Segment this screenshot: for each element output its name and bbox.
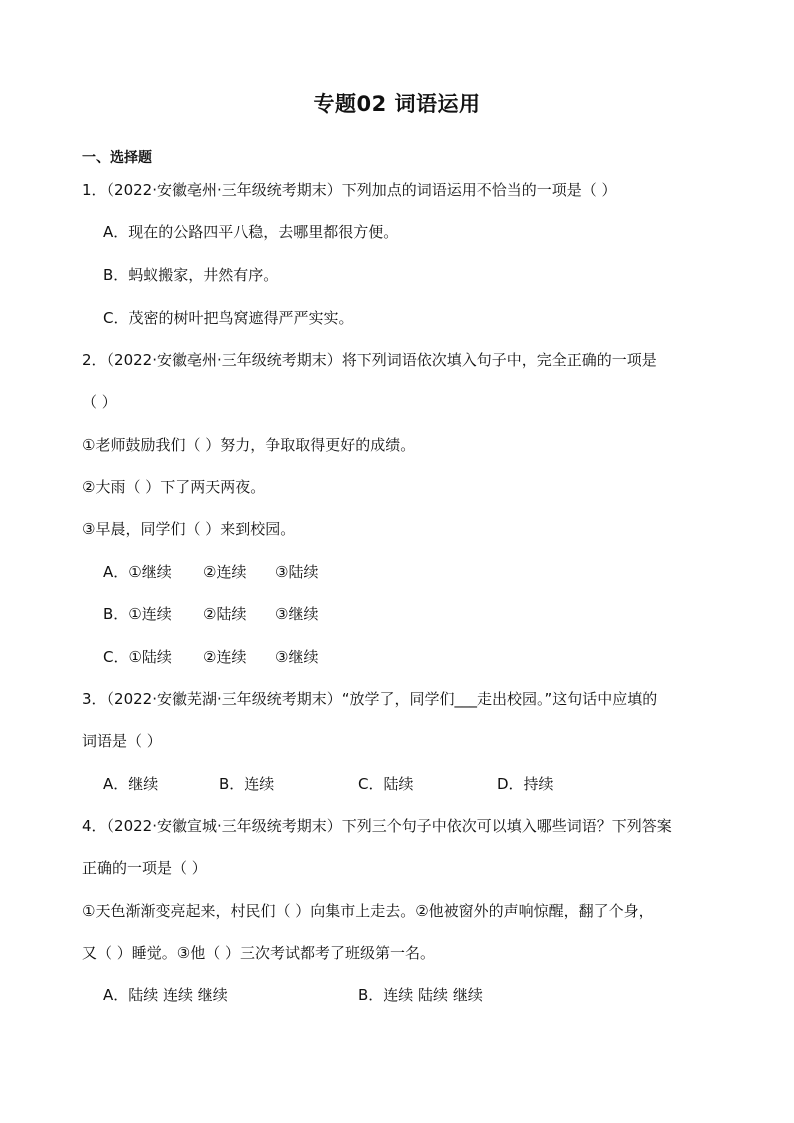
question-3-stem: 3．（2022·安徽芜湖·三年级统考期末）“放学了，同学们___走出校园。”这句话中应填的	[82, 690, 658, 708]
page-title: 专题02 词语运用	[313, 92, 481, 116]
question-4-sentences-cont: 又（ ）睡觉。③他（ ）三次考试都考了班级第一名。	[82, 944, 435, 962]
question-1-option-b: B．蚂蚁搬家，井然有序。	[103, 266, 279, 284]
document-page: 专题02 词语运用 一、选择题 1．（2022·安徽亳州·三年级统考期末）下列加点的词语运用不恰当的一项是（ ） A．现在的公路四平八稳，去哪里都很方便。 B．蚂蚁搬家，井然有序。 C．茂密的树叶把鸟窝遮得严严实实。 2．（2022·安徽亳州·三年级统考期末）将下列词语依次填入句子中，完全正确的一项是 （ ） ①老师鼓励我们（ ）努力，争取取得更好的成绩。 ②大雨（ ）下了两天两夜。 ③早晨，同学们（ ）来到校园。 A．①继续 ②连续 ③陆续 B．①连续 ②陆续 ③继续 C．①陆续 ②连续 ③继续 3．（2022·安徽芜湖·三年级统考期末）“放学了，同学们___走出校园。”这句话中应填的 词语是（ ） A．继续 B．连续 C．陆续 D．持续 4．（2022·安徽宣城·三年级统考期末）下列三个句子中依次可以填入哪些词语？下列答案 正确的一项是（ ） ①天色渐渐变亮起来，村民们（ ）向集市上走去。②他被窗外的声响惊醒，翻了个身， 又（ ）睡觉。③他（ ）三次考试都考了班级第一名。 A．陆续 连续 继续 B．连续 陆续 继续	[0, 0, 794, 1123]
question-4-stem: 4．（2022·安徽宣城·三年级统考期末）下列三个句子中依次可以填入哪些词语？下列答案	[82, 817, 672, 835]
section-heading: 一、选择题	[82, 150, 152, 166]
question-1-option-c: C．茂密的树叶把鸟窝遮得严严实实。	[103, 309, 354, 327]
question-3-stem-cont: 词语是（ ）	[82, 732, 162, 750]
question-4-stem-cont: 正确的一项是（ ）	[82, 859, 207, 877]
question-4-sentences: ①天色渐渐变亮起来，村民们（ ）向集市上走去。②他被窗外的声响惊醒，翻了个身，	[82, 902, 654, 920]
question-1-option-a: A．现在的公路四平八稳，去哪里都很方便。	[103, 223, 399, 241]
question-2-stem: 2．（2022·安徽亳州·三年级统考期末）将下列词语依次填入句子中，完全正确的一项是	[82, 351, 657, 369]
question-1-stem: 1．（2022·安徽亳州·三年级统考期末）下列加点的词语运用不恰当的一项是（ ）	[82, 181, 617, 199]
question-2-stem-cont: （ ）	[82, 393, 117, 411]
question-2-sentence-1: ①老师鼓励我们（ ）努力，争取取得更好的成绩。	[82, 436, 416, 454]
question-2-sentence-3: ③早晨，同学们（ ）来到校园。	[82, 520, 296, 538]
question-2-sentence-2: ②大雨（ ）下了两天两夜。	[82, 478, 266, 496]
